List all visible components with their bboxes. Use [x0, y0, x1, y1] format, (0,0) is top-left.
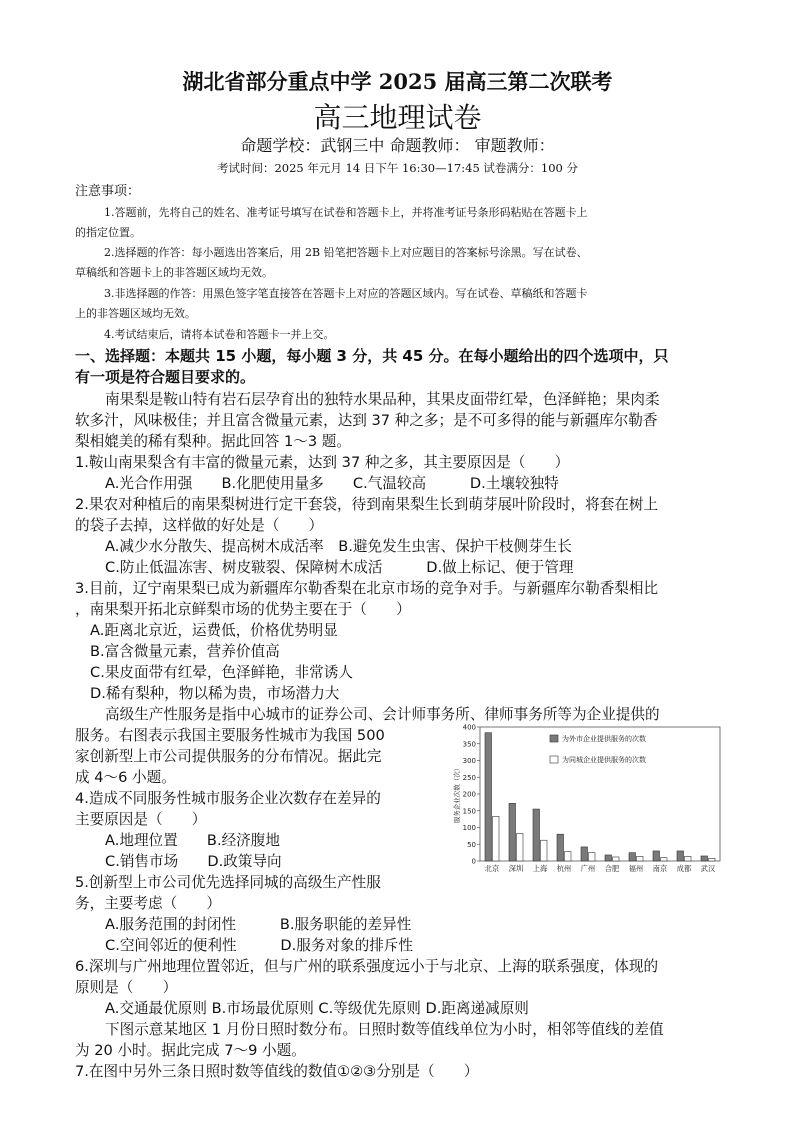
bar-local: [493, 816, 500, 861]
question-option: D.稀有梨种，物以稀为贵，市场潜力大: [90, 685, 340, 702]
y-tick-label: 250: [462, 773, 476, 782]
bar-external: [605, 855, 612, 861]
passage-line: 家创新型上市公司提供服务的分布情况。据此完: [75, 748, 382, 765]
x-tick-label: 成都: [676, 864, 692, 873]
x-tick-label: 南京: [652, 864, 668, 873]
x-tick-label: 合肥: [604, 864, 620, 873]
question-option: A.地理位置 B.经济腹地: [105, 832, 280, 849]
section-heading: 一、选择题：本题共 15 小题，每小题 3 分，共 45 分。在每小题给出的四个选项中，只: [75, 347, 669, 365]
bar-external: [581, 847, 588, 861]
y-tick-label: 400: [462, 723, 476, 732]
bar-local: [517, 834, 524, 861]
bar-external: [701, 856, 708, 861]
question-option: C.空间邻近的便利性 D.服务对象的排斥性: [105, 937, 413, 954]
bar-external: [509, 803, 516, 861]
y-tick-label: 50: [467, 840, 476, 849]
question-options: A.交通最优原则 B.市场最优原则 C.等级优先原则 D.距离递减原则: [105, 1000, 529, 1017]
bar-external: [653, 851, 660, 861]
y-tick-label: 350: [462, 740, 476, 749]
legend-label: 为同城企业提供服务的次数: [562, 756, 646, 764]
question-option: A.减少水分散失、提高树木成活率 B.避免发生虫害、保护干枝侧芽生长: [105, 538, 572, 555]
legend-swatch: [550, 756, 558, 763]
x-tick-label: 杭州: [556, 864, 572, 873]
legend-label: 为外市企业提供服务的次数: [562, 735, 646, 743]
bar-local: [685, 856, 692, 861]
x-tick-label: 福州: [628, 864, 644, 873]
exam-authors: 命题学校：武钢三中 命题教师： 审题教师：: [240, 136, 555, 155]
notice-heading: 注意事项：: [75, 184, 141, 199]
question-option: C.果皮面带有红晕，色泽鲜艳，非常诱人: [90, 664, 353, 681]
question-stem: 原则是（ ）: [75, 979, 178, 996]
question-stem: 6.深圳与广州地理位置邻近，但与广州的联系强度远小于与北京、上海的联系强度，体现的: [75, 958, 659, 975]
plot-frame: [480, 727, 720, 861]
passage-line: 服务。右图表示我国主要服务性城市为我国 500: [75, 727, 385, 744]
question-option: B.富含微量元素，营养价值高: [90, 643, 280, 660]
service-bar-chart: [450, 722, 722, 877]
question-options: A.光合作用强 B.化肥使用量多 C.气温较高 D.土壤较独特: [105, 475, 559, 492]
question-stem: 的袋子去掉，这样做的好处是（ ）: [75, 517, 324, 534]
question-stem: 4.造成不同服务性城市服务企业次数存在差异的: [75, 790, 381, 807]
bar-local: [541, 840, 548, 861]
passage-line: 成 4～6 小题。: [75, 769, 176, 786]
y-tick-label: 300: [462, 757, 476, 765]
legend-swatch: [550, 735, 558, 742]
passage-line: 梨相媲美的稀有梨种。据此回答 1～3 题。: [75, 433, 351, 450]
question-stem: ，南果梨开拓北京鲜梨市场的优势主要在于（ ）: [75, 601, 411, 618]
question-option: A.距离北京近，运费低，价格优势明显: [90, 622, 338, 639]
question-stem: 7.在图中另外三条日照时数等值线的数值①②③分别是（ ）: [75, 1063, 479, 1080]
bar-chart-svg: [450, 722, 722, 877]
notice-item: 1.答题前，先将自己的姓名、准考证号填写在试卷和答题卡上，并将准考证号条形码粘贴在答题卡上: [104, 206, 588, 219]
bar-local: [637, 856, 644, 861]
question-option: C.销售市场 D.政策导向: [105, 853, 282, 870]
y-axis-label: 服务企业次数（次）: [453, 764, 461, 824]
bar-external: [557, 834, 564, 861]
y-tick-label: 150: [462, 807, 476, 816]
notice-item: 3.非选择题的作答：用黑色签字笔直接答在答题卡上对应的答题区域内。写在试卷、草稿纸和答题卡: [104, 287, 588, 300]
exam-subject: 高三地理试卷: [313, 101, 482, 134]
notice-item: 上的非答题区域均无效。: [75, 307, 196, 320]
bar-external: [485, 733, 492, 861]
passage-line: 软多汁，风味极佳；并且富含微量元素，达到 37 种之多；是不可多得的能与新疆库尔勒香: [75, 412, 658, 429]
question-option: C.防止低温冻害、树皮皲裂、保障树木成活 D.做上标记、便于管理: [105, 559, 574, 576]
x-tick-label: 武汉: [700, 864, 716, 873]
bar-local: [589, 853, 596, 861]
bar-local: [613, 857, 620, 861]
y-tick-label: 100: [462, 824, 476, 832]
question-option: A.服务范围的封闭性 B.服务职能的差异性: [105, 916, 412, 933]
notice-item: 的指定位置。: [75, 226, 141, 239]
question-stem: 务，主要考虑（ ）: [75, 895, 221, 912]
bar-external: [629, 853, 636, 861]
x-tick-label: 上海: [532, 864, 548, 873]
question-stem: 3.目前，辽宁南果梨已成为新疆库尔勒香梨在北京市场的竞争对手。与新疆库尔勒香梨相比: [75, 580, 659, 597]
y-tick-label: 0: [471, 857, 476, 866]
x-tick-label: 广州: [580, 864, 596, 873]
bar-external: [533, 809, 540, 861]
x-tick-label: 北京: [484, 864, 500, 873]
question-stem: 主要原因是（ ）: [75, 811, 207, 828]
notice-item: 2.选择题的作答：每小题选出答案后，用 2B 铅笔把答题卡上对应题目的答案标号涂黑。写在试卷、: [104, 246, 588, 259]
x-tick-label: 深圳: [508, 864, 524, 873]
question-stem: 2.果农对种植后的南果梨树进行定干套袋，待到南果梨生长到萌芽展叶阶段时，将套在树上: [75, 496, 659, 513]
y-tick-label: 200: [462, 790, 476, 799]
bar-external: [677, 851, 684, 861]
passage-line: 为 20 小时。据此完成 7～9 小题。: [75, 1042, 306, 1059]
question-stem: 5.创新型上市公司优先选择同城的高级生产性服: [75, 874, 381, 891]
bar-local: [709, 858, 716, 861]
notice-item: 草稿纸和答题卡上的非答题区域均无效。: [75, 266, 273, 279]
exam-title: 湖北省部分重点中学 2025 届高三第二次联考: [182, 69, 613, 94]
question-stem: 1.鞍山南果梨含有丰富的微量元素，达到 37 种之多，其主要原因是（ ）: [75, 454, 570, 471]
section-heading: 有一项是符合题目要求的。: [75, 368, 256, 386]
passage-line: 南果梨是鞍山特有岩石层孕育出的独特水果品种，其果皮面带红晕，色泽鲜艳；果肉柔: [105, 391, 660, 408]
exam-info: 考试时间：2025 年元月 14 日下午 16:30—17:45 试卷满分：100 分: [216, 161, 579, 175]
passage-line: 高级生产性服务是指中心城市的证券公司、会计师事务所、律师事务所等为企业提供的: [105, 706, 660, 723]
notice-item: 4.考试结束后，请将本试卷和答题卡一并上交。: [104, 328, 335, 341]
bar-local: [661, 858, 668, 861]
passage-line: 下图示意某地区 1 月份日照时数分布。日照时数等值线单位为小时，相邻等值线的差值: [105, 1021, 664, 1038]
bar-local: [565, 852, 572, 861]
